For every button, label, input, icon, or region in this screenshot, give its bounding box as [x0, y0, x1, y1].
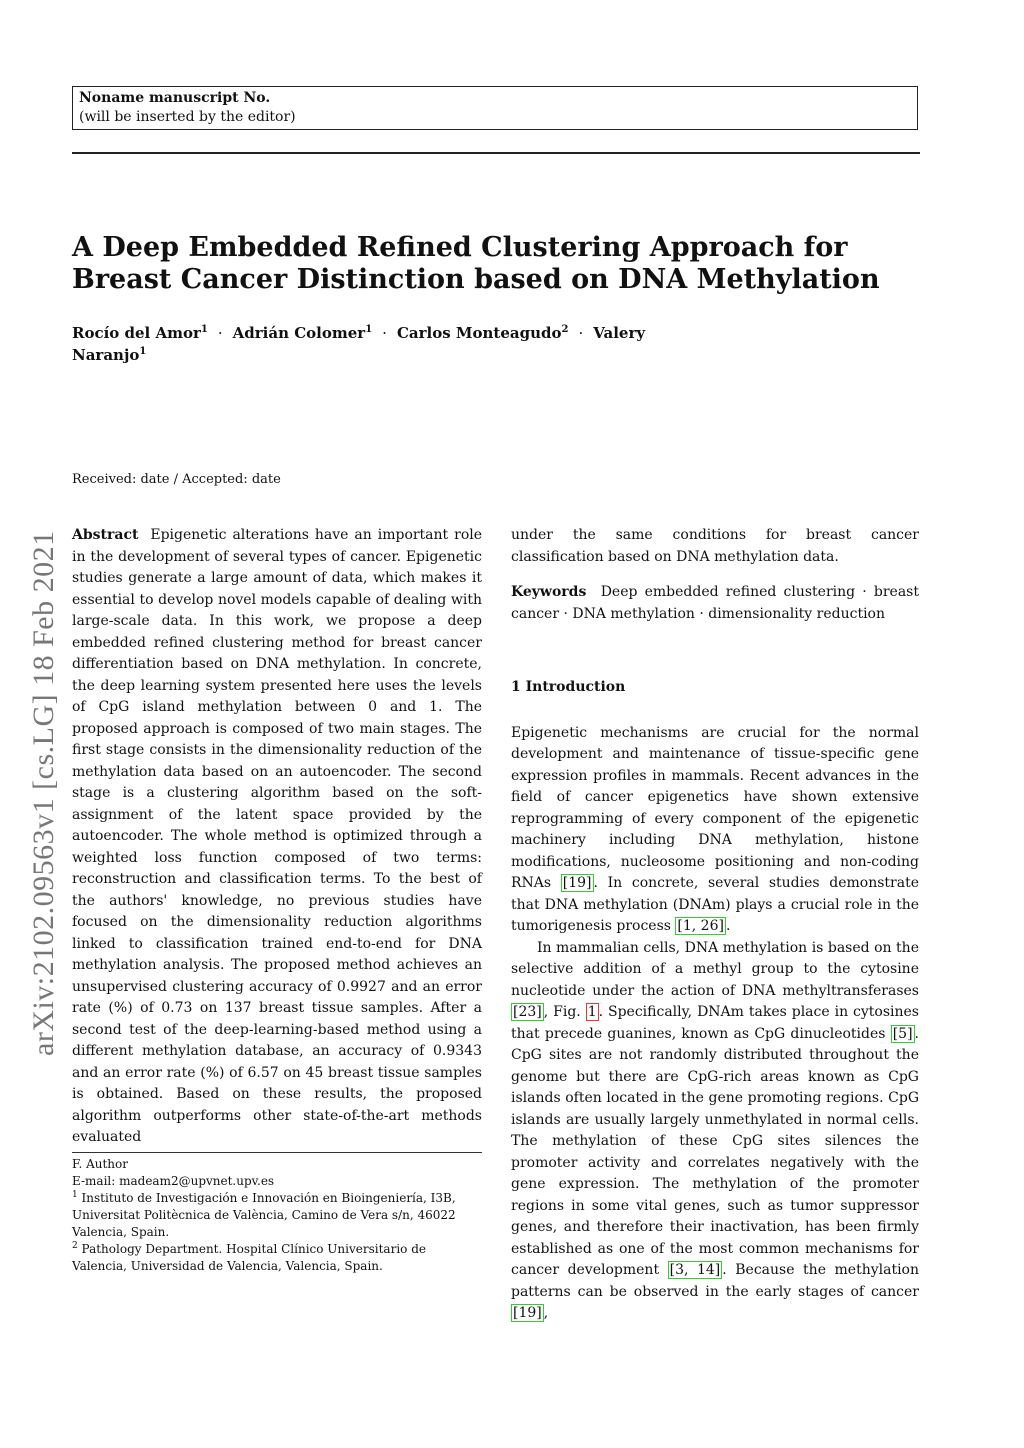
header-rule: [72, 152, 920, 154]
citation-link[interactable]: [19]: [513, 1305, 542, 1321]
abstract-column: [72, 525, 482, 1149]
intro-text: ,: [543, 1305, 549, 1321]
footnote-author: F. Author: [72, 1157, 128, 1171]
intro-text: . In concrete, several studies demonstrate that DNA methylation (DNAm) plays a crucial role in the tumorigenesis process: [511, 875, 919, 934]
author-name: Carlos Monteagudo: [396, 324, 562, 342]
abstract-continuation: under the same conditions for breast cancer classification based on DNA methylation data.: [511, 527, 919, 565]
footnote-affiliation-1: [72, 1190, 482, 1241]
right-column: [511, 525, 919, 1325]
editor-note-box: [72, 86, 918, 130]
abstract-heading: Abstract: [72, 527, 139, 543]
author-separator: ·: [217, 324, 223, 342]
author-affiliation: 1: [365, 324, 373, 335]
intro-paragraph-2: [511, 938, 919, 1325]
keywords-paragraph: [511, 582, 919, 625]
keywords-text: Deep embedded refined clustering · breast cancer · DNA methylation · dimensionality reduction: [511, 584, 919, 622]
citation-link[interactable]: [23]: [513, 1004, 542, 1020]
keywords-heading: Keywords: [511, 584, 587, 600]
author-name: Adrián Colomer: [232, 324, 366, 342]
footnote-mark: 1: [72, 1190, 78, 1200]
intro-text: .: [725, 918, 731, 934]
abstract-paragraph: [72, 525, 482, 1149]
paper-title: A Deep Embedded Refined Clustering Approach for Breast Cancer Distinction based on DNA Methylation: [72, 232, 880, 295]
intro-paragraph-1: [511, 723, 919, 938]
author-affiliation: 2: [561, 324, 569, 335]
figure-link[interactable]: 1: [587, 1004, 597, 1020]
intro-text: Epigenetic mechanisms are crucial for the normal development and maintenance of tissue-specific gene expression profiles in mammals. Recent advances in the field of cancer epigenetics have shown extensive reprogramming of every component of the epigenetic machinery including DNA methylation, histone modifications, nucleosome positioning and non-coding RNAs: [511, 724, 919, 891]
received-date: Received: date / Accepted: date: [72, 472, 281, 487]
footnote-affiliation-text: Instituto de Investigación e Innovación en Bioingeniería, I3B, Universitat Politècnica de València, Camino de Vera s/n, 46022 Valencia, Spain.: [72, 1191, 456, 1239]
arxiv-stamp: arXiv:2102.09563v1 [cs.LG] 18 Feb 2021: [27, 530, 60, 1056]
manuscript-label: Noname manuscript No.: [79, 90, 271, 106]
intro-text: In mammalian cells, DNA methylation is based on the selective addition of a methyl group to the cytosine nucleotide under the action of DNA methyltransferases: [511, 939, 919, 999]
author-affiliation: 1: [200, 324, 208, 335]
author-name: Valery Naranjo: [72, 324, 646, 364]
section-heading-introduction: 1 Introduction: [511, 679, 626, 695]
intro-text: . CpG sites are not randomly distributed throughout the genome but there are CpG-rich areas known as CpG islands often located in the gene promoting regions. CpG islands are usually largely unmethylated in normal cells. The methylation of these CpG sites silences the promoter activity and correlates negatively with the gene expression. The methylation of the promoter regions in some vital genes, such as tumor suppressor genes, and therefore their inactivation, has been firmly established as one of the most common mechanisms for cancer development: [511, 1025, 919, 1278]
author-name: Rocío del Amor: [72, 324, 201, 342]
footnote-rule: [72, 1152, 482, 1153]
intro-text: . Because the methylation patterns can be observed in the early stages of cancer: [511, 1262, 920, 1300]
footnote-mark: 2: [72, 1241, 78, 1251]
footnote-affiliation-text: Pathology Department. Hospital Clínico Universitario de Valencia, Universidad de Valencia, Valencia, Spain.: [72, 1242, 426, 1273]
editor-note: (will be inserted by the editor): [79, 109, 296, 125]
footnote-affiliation-2: [72, 1241, 482, 1275]
footnote-email: E-mail: madeam2@upvnet.upv.es: [72, 1174, 275, 1188]
citation-link[interactable]: [3, 14]: [669, 1262, 721, 1278]
footnotes: [72, 1156, 482, 1275]
abstract-text: Epigenetic alterations have an important role in the development of several types of cancer. Epigenetic studies generate a large amount of data, which makes it essential to develop novel models capable of dealing with large-scale data. In this work, we propose a deep embedded refined clustering method for breast cancer differentiation based on DNA methylation. In concrete, the deep learning system presented here uses the levels of CpG island methylation between 0 and 1. The proposed approach is composed of two main stages. The first stage consists in the dimensionality reduction of the methylation data based on an autoencoder. The second stage is a clustering algorithm based on the soft-assignment of the latent space provided by the autoencoder. The whole method is optimized through a weighted loss function composed of two terms: reconstruction and classification terms. To the best of the authors' knowledge, no previous studies have focused on the dimensionality reduction algorithms linked to classification trained end-to-end for DNA methylation analysis. The proposed method achieves an unsupervised clustering accuracy of 0.9927 and an error rate (%) of 0.73 on 137 breast tissue samples. After a second test of the deep-learning-based method using a different methylation database, an accuracy of 0.9343 and an error rate (%) of 6.57 on 45 breast tissue samples is obtained. Based on these results, the proposed algorithm outperforms other state-of-the-art methods evaluated: [72, 527, 483, 1145]
intro-text: , Fig.: [543, 1004, 586, 1020]
author-separator: ·: [578, 324, 584, 342]
citation-link[interactable]: [5]: [892, 1025, 913, 1042]
intro-text: . Specifically, DNAm takes place in cytosines that precede guanines, known as CpG dinucleotides: [511, 1004, 919, 1042]
citation-link[interactable]: [1, 26]: [677, 918, 724, 934]
citation-link[interactable]: [19]: [562, 875, 592, 891]
author-separator: ·: [382, 324, 387, 342]
author-list: [72, 322, 712, 366]
author-affiliation: 1: [139, 346, 147, 357]
